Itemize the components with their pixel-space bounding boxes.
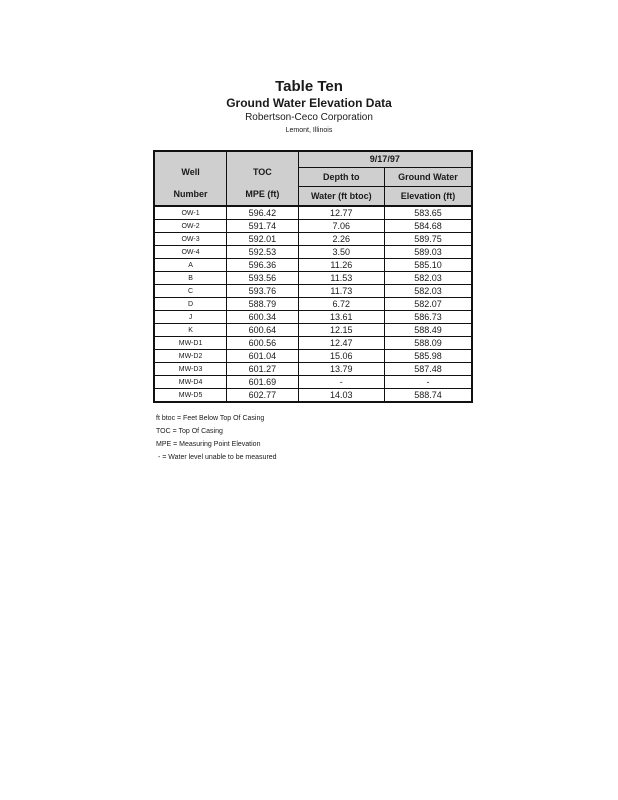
elevation-cell: 589.03: [384, 246, 472, 259]
table-row: [154, 272, 472, 285]
depth-cell: 15.06: [298, 350, 384, 363]
well-cell: OW-3: [154, 233, 227, 246]
elevation-cell: 588.49: [384, 324, 472, 337]
table-title: Table Ten: [275, 78, 343, 95]
table-row: [154, 337, 472, 350]
notes: [156, 412, 277, 464]
toc-cell: 600.34: [227, 311, 299, 324]
table-row: [154, 220, 472, 233]
toc-cell: 592.01: [227, 233, 299, 246]
well-cell: A: [154, 259, 227, 272]
well-cell: MW-D3: [154, 363, 227, 376]
toc-cell: 601.04: [227, 350, 299, 363]
well-cell: K: [154, 324, 227, 337]
elevation-cell: 582.03: [384, 285, 472, 298]
header-well-line2: Number: [173, 189, 208, 199]
table-body: [154, 206, 472, 402]
header-well-line1: Well: [181, 167, 200, 177]
table-row: [154, 389, 472, 403]
depth-cell: -: [298, 376, 384, 389]
elevation-cell: -: [384, 376, 472, 389]
header-toc: [227, 151, 299, 206]
location: Lemont, Illinois: [285, 127, 333, 134]
depth-cell: 13.61: [298, 311, 384, 324]
elevation-cell: 588.09: [384, 337, 472, 350]
toc-cell: 593.76: [227, 285, 299, 298]
toc-cell: 592.53: [227, 246, 299, 259]
water-elevation-table: [153, 150, 473, 403]
well-cell: OW-2: [154, 220, 227, 233]
note-mpe: MPE = Measuring Point Elevation: [156, 441, 261, 448]
table-row: [154, 376, 472, 389]
table-subtitle: Ground Water Elevation Data: [226, 96, 392, 110]
toc-cell: 588.79: [227, 298, 299, 311]
well-cell: MW-D1: [154, 337, 227, 350]
table-row: [154, 206, 472, 220]
elevation-cell: 588.74: [384, 389, 472, 403]
toc-cell: 591.74: [227, 220, 299, 233]
table-row: [154, 259, 472, 272]
well-cell: OW-1: [154, 206, 227, 220]
toc-cell: 602.77: [227, 389, 299, 403]
depth-cell: 2.26: [298, 233, 384, 246]
elevation-cell: 586.73: [384, 311, 472, 324]
well-cell: MW-D4: [154, 376, 227, 389]
table-row: [154, 324, 472, 337]
note-dash: - = Water level unable to be measured: [156, 454, 277, 461]
well-cell: B: [154, 272, 227, 285]
well-cell: OW-4: [154, 246, 227, 259]
depth-cell: 11.73: [298, 285, 384, 298]
depth-cell: 12.15: [298, 324, 384, 337]
table-row: [154, 350, 472, 363]
depth-cell: 12.77: [298, 206, 384, 220]
depth-cell: 11.53: [298, 272, 384, 285]
header-depth-line2: Water (ft btoc): [298, 187, 384, 207]
toc-cell: 600.56: [227, 337, 299, 350]
elevation-cell: 584.68: [384, 220, 472, 233]
depth-cell: 12.47: [298, 337, 384, 350]
elevation-cell: 589.75: [384, 233, 472, 246]
well-cell: C: [154, 285, 227, 298]
elevation-cell: 587.48: [384, 363, 472, 376]
depth-cell: 11.26: [298, 259, 384, 272]
header-toc-line2: MPE (ft): [245, 189, 280, 199]
note-toc: TOC = Top Of Casing: [156, 428, 223, 435]
well-cell: MW-D2: [154, 350, 227, 363]
elevation-cell: 582.07: [384, 298, 472, 311]
elevation-cell: 585.98: [384, 350, 472, 363]
header-date: 9/17/97: [298, 151, 472, 168]
note-ft-btoc: ft btoc = Feet Below Top Of Casing: [156, 415, 265, 422]
table-row: [154, 298, 472, 311]
well-cell: MW-D5: [154, 389, 227, 403]
depth-cell: 14.03: [298, 389, 384, 403]
elevation-cell: 583.65: [384, 206, 472, 220]
header-elev-line1: Ground Water: [384, 168, 472, 187]
toc-cell: 601.27: [227, 363, 299, 376]
depth-cell: 13.79: [298, 363, 384, 376]
depth-cell: 3.50: [298, 246, 384, 259]
header-well: [154, 151, 227, 206]
well-cell: J: [154, 311, 227, 324]
toc-cell: 601.69: [227, 376, 299, 389]
header-elev-line2: Elevation (ft): [384, 187, 472, 207]
header-depth-line1: Depth to: [298, 168, 384, 187]
table-row: [154, 363, 472, 376]
well-cell: D: [154, 298, 227, 311]
toc-cell: 596.42: [227, 206, 299, 220]
header-toc-line1: TOC: [252, 167, 272, 177]
table-row: [154, 311, 472, 324]
toc-cell: 600.64: [227, 324, 299, 337]
table-row: [154, 246, 472, 259]
elevation-cell: 585.10: [384, 259, 472, 272]
company-name: Robertson-Ceco Corporation: [245, 112, 373, 123]
table-row: [154, 233, 472, 246]
table-row: [154, 285, 472, 298]
depth-cell: 7.06: [298, 220, 384, 233]
toc-cell: 593.56: [227, 272, 299, 285]
toc-cell: 596.36: [227, 259, 299, 272]
depth-cell: 6.72: [298, 298, 384, 311]
elevation-cell: 582.03: [384, 272, 472, 285]
